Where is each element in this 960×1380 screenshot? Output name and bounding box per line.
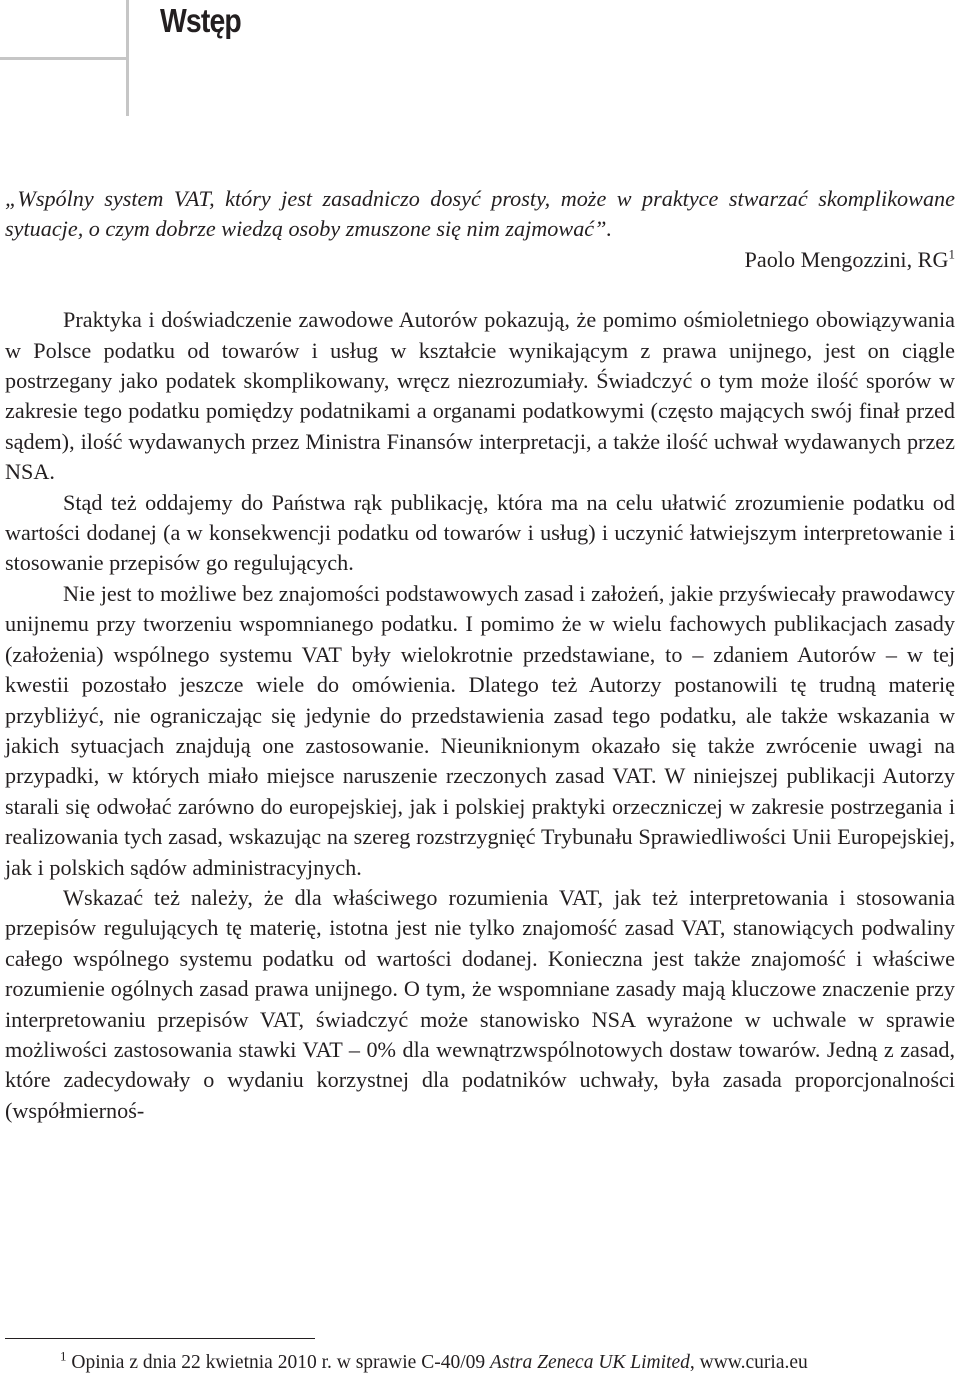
footnote-reference[interactable]: 1 <box>948 246 955 262</box>
body-text <box>5 305 955 1126</box>
footnote-number: 1 <box>60 1348 67 1364</box>
footnote-case-name: Astra Zeneca UK Limited <box>490 1352 690 1373</box>
footnote-url[interactable]: , www.curia.eu <box>689 1352 808 1373</box>
motto-author-name: Paolo Mengozzini, RG <box>744 246 949 272</box>
crop-mark-horizontal <box>0 57 126 60</box>
paragraph-1: Praktyka i doświadczenie zawodowe Autorów pokazują, że pomimo ośmioletniego obowiązywania w Polsce podatku od towarów i usług w kształcie wynikającym z prawa unijnego, jest on ciągle postrzegany jako podatek skomplikowany, wręcz niezrozumiały. Świadczyć o tym może ilość sporów w zakresie tego podatku pomiędzy podatnikami a organami podatkowymi (często mających swój finał przed sądem), ilość wydawanych przez Ministra Finansów interpretacji, a także ilość uchwał wydawanych przez NSA. <box>5 307 955 485</box>
motto-author <box>5 245 955 275</box>
footnote <box>60 1348 955 1375</box>
paragraph-2: Stąd też oddajemy do Państwa rąk publikację, która ma na celu ułatwić zrozumienie podatku od wartości dodanej (a w konsekwencji podatku od towarów i usług) i uczynić łatwiejszym interpretowanie i stosowanie przepisów go regulujących. <box>5 489 955 576</box>
motto-quote: „Wspólny system VAT, który jest zasadniczo dosyć prosty, może w praktyce stwarzać skomplikowane sytuacje, o czym dobrze wiedzą osoby zmuszone się nim zajmować”. <box>5 186 955 242</box>
chapter-title: Wstęp <box>160 2 241 39</box>
footnote-text: Opinia z dnia 22 kwietnia 2010 r. w sprawie C-40/09 <box>71 1352 486 1373</box>
paragraph-3: Nie jest to możliwe bez znajomości podstawowych zasad i założeń, jakie przyświecały prawodawcy unijnemu przy tworzeniu wspomnianego podatku. I pomimo że w wielu fachowych publikacjach zasady (założenia) wspólnego systemu VAT były wielokrotnie przedstawiane, to – zdaniem Autorów – w tej kwestii pozostało jeszcze wiele do omówienia. Dlatego też Autorzy postanowili tę trudną materię przybliżyć, nie ograniczając się jedynie do przedstawienia zasad tego podatku, ale także wskazania w jakich sytuacjach znajdują one zastosowanie. Nieuniknionym okazało się także zwrócenie uwagi na przypadki, w których miało miejsce naruszenie rzeczonych zasad VAT. W niniejszej publikacji Autorzy starali się odwołać zarówno do europejskiej, jak i polskiej praktyki orzeczniczej w zakresie postrzegania i realizowania tych zasad, wskazując na szereg rozstrzygnięć Trybunału Sprawiedliwości Unii Europejskiej, jak i polskich sądów administracyjnych. <box>5 580 955 880</box>
crop-mark-vertical <box>126 0 129 116</box>
paragraph-4: Wskazać też należy, że dla właściwego rozumienia VAT, jak też interpretowania i stosowania przepisów regulujących tę materię, istotna jest nie tylko znajomość zasad VAT, stanowiących podwaliny całego wspólnego systemu podatku od wartości dodanej. Konieczna jest także znajomość i właściwe rozumienie ogólnych zasad prawa unijnego. O tym, że wspomniane zasady mają kluczowe znaczenie przy interpretowaniu przepisów VAT, świadczyć może stanowisko NSA wyrażone w uchwale w sprawie możliwości zastosowania stawki VAT – 0% dla wewnątrzwspólnotowych dostaw towarów. Jedną z zasad, które zadecydowały o wydaniu korzystnej dla podatników uchwały, była zasada proporcjonalności (współmiernoś- <box>5 884 955 1123</box>
page-content <box>5 184 955 1126</box>
footnote-separator <box>5 1338 315 1339</box>
